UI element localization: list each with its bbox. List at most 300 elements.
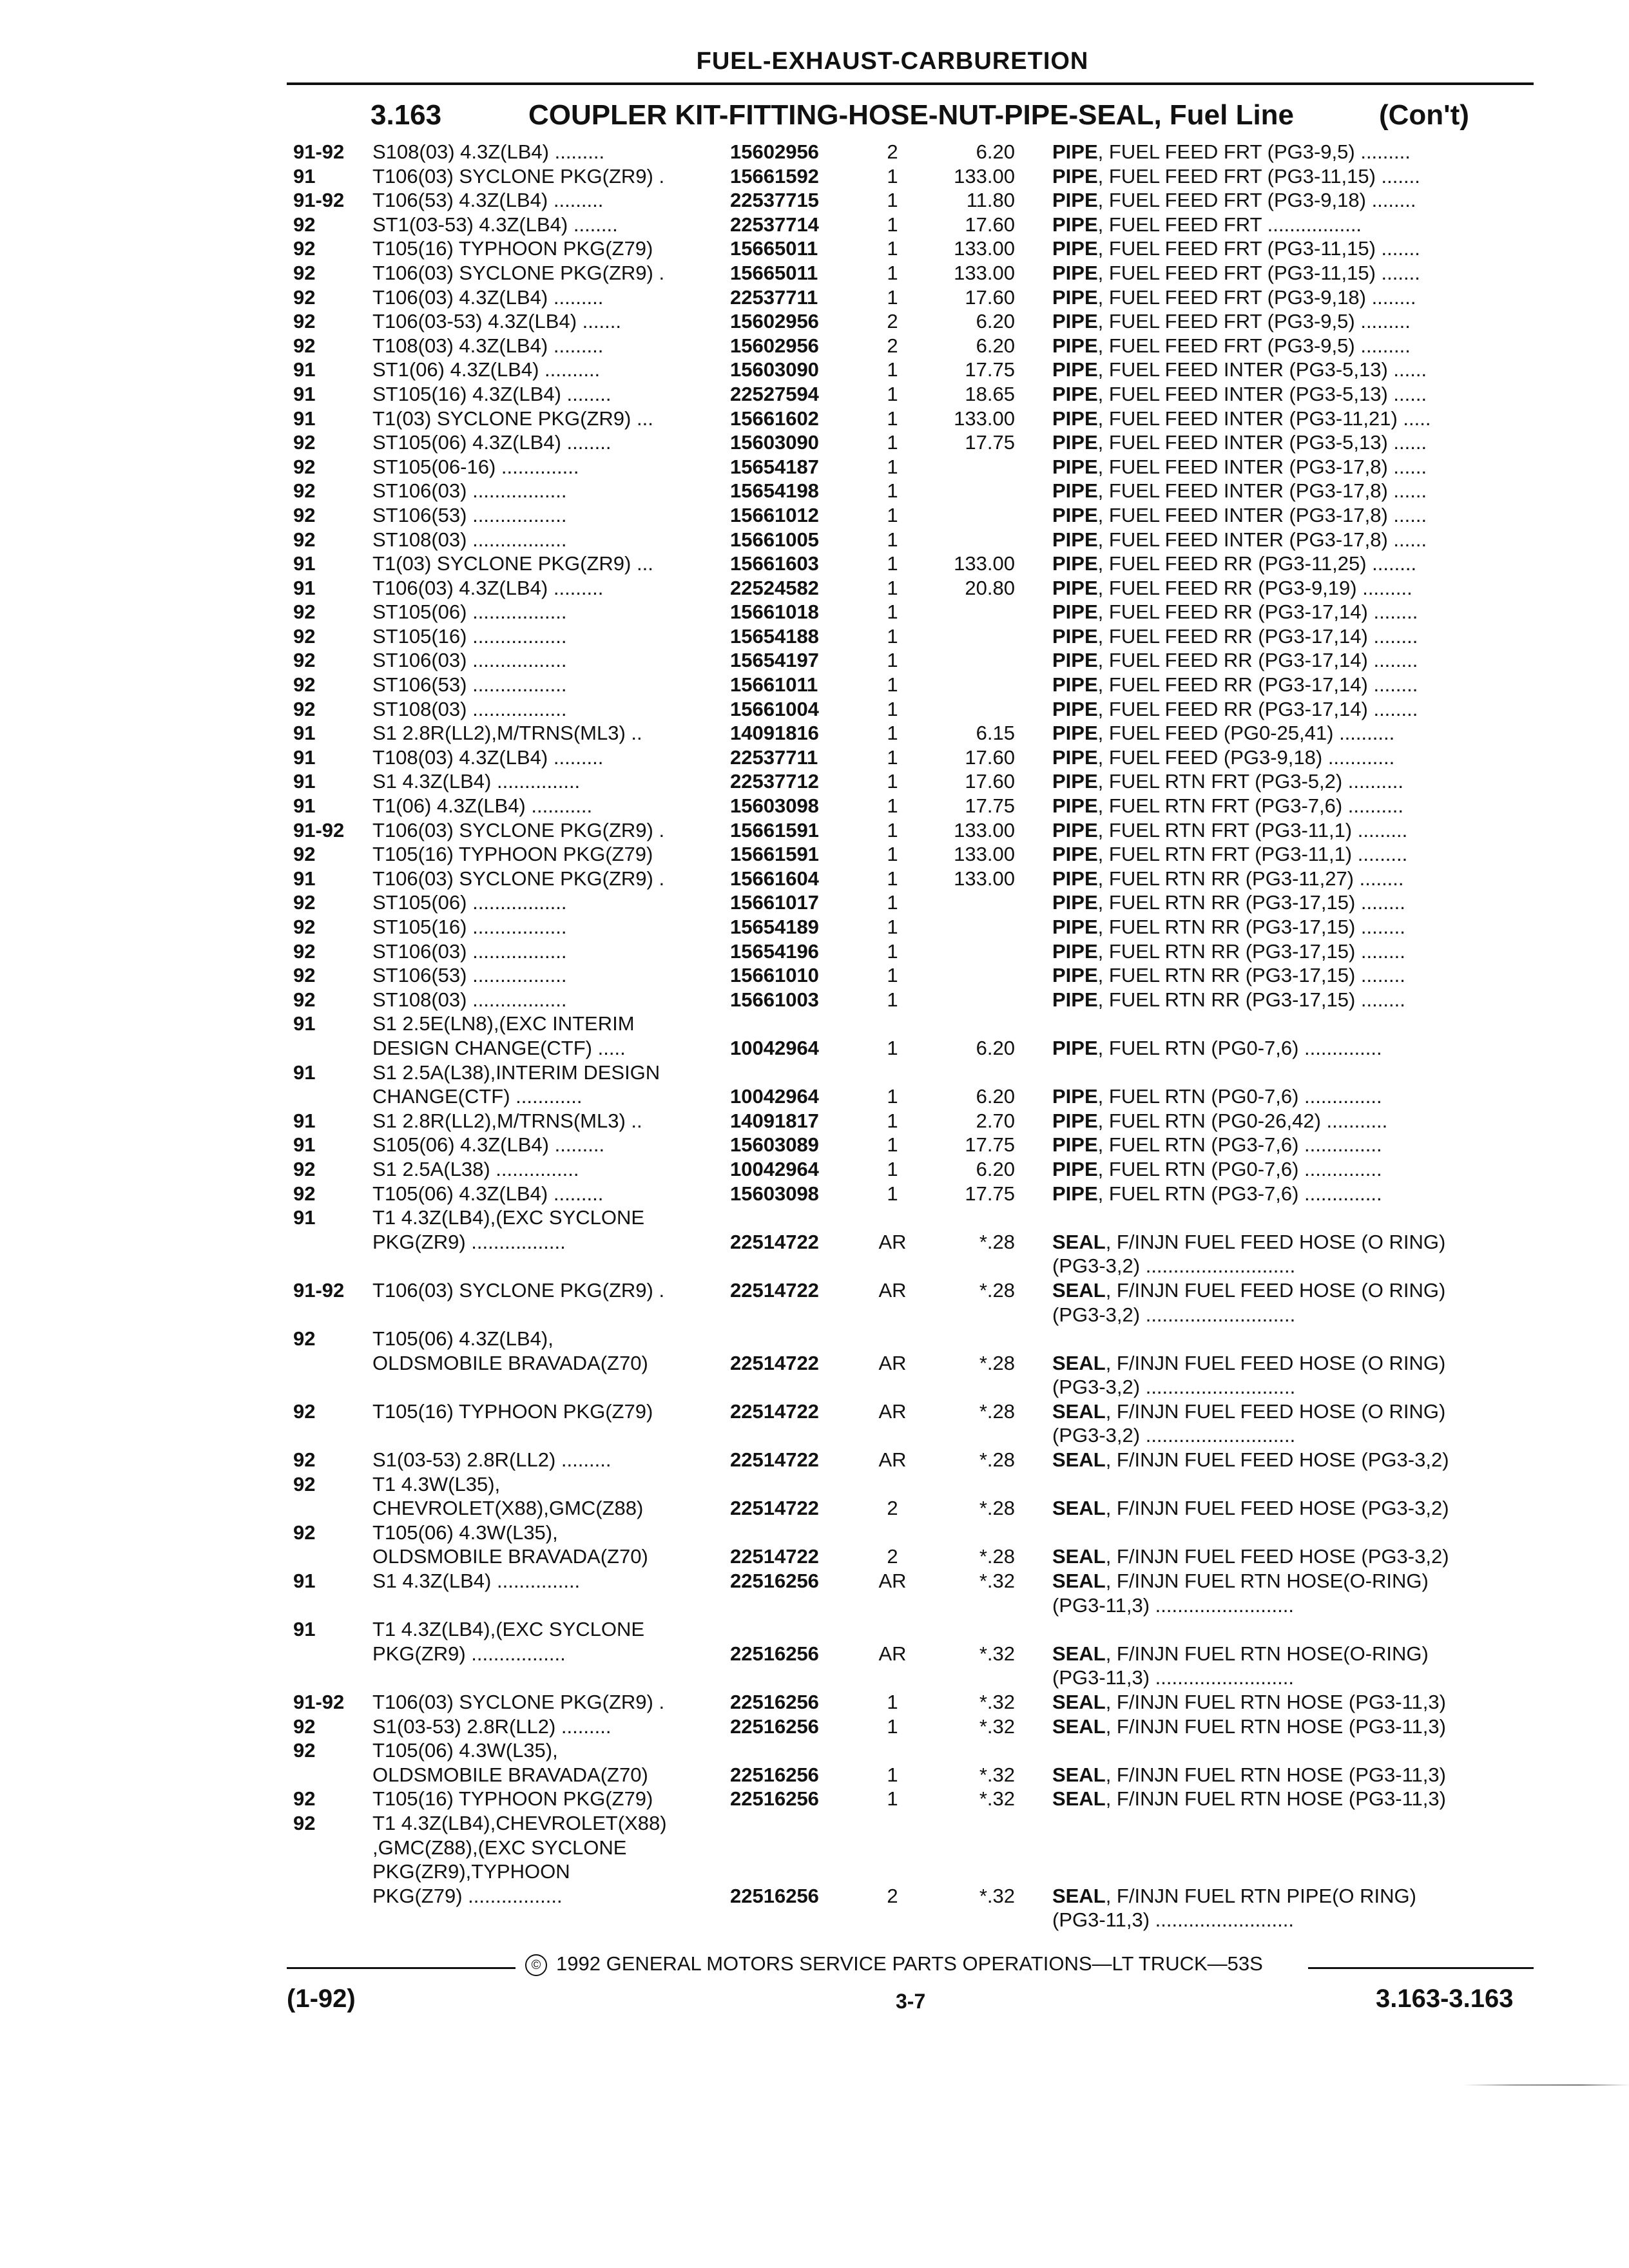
description-keyword: PIPE — [1052, 1182, 1098, 1205]
part-number-cell: 22537712 — [730, 770, 819, 793]
table-row — [293, 867, 1534, 891]
footer-section-ref: 3.163-3.163 — [1376, 1984, 1514, 2013]
application-cell: ST105(06) ................. — [372, 891, 567, 914]
application-cell: ST106(03) ................. — [372, 649, 567, 672]
price-cell: 17.60 — [965, 285, 1015, 309]
description-cell: PIPE, FUEL FEED FRT (PG3-9,5) ......... — [1052, 310, 1411, 333]
description-cell: PIPE, FUEL FEED RR (PG3-11,25) ........ — [1052, 552, 1417, 575]
description-keyword: SEAL — [1052, 1691, 1106, 1713]
description-keyword: PIPE — [1052, 843, 1098, 866]
application-cell: S105(06) 4.3Z(LB4) ......... — [372, 1133, 605, 1157]
quantity-cell: 1 — [887, 261, 898, 284]
application-cell: S1 4.3Z(LB4) ............... — [372, 1570, 581, 1593]
table-row — [293, 818, 1534, 843]
application-cell: S108(03) 4.3Z(LB4) ......... — [372, 140, 605, 163]
year-cell: 92 — [293, 310, 316, 333]
description-cell: PIPE, FUEL RTN (PG0-26,42) ........... — [1052, 1109, 1388, 1132]
table-row — [293, 1012, 1534, 1036]
price-cell: 17.75 — [965, 1133, 1015, 1157]
price-cell: *.28 — [979, 1351, 1015, 1374]
description-keyword: PIPE — [1052, 455, 1098, 478]
part-number-cell: 22537715 — [730, 189, 819, 212]
table-row — [293, 1496, 1534, 1521]
description-cell: (PG3-11,3) ......................... — [1052, 1666, 1294, 1689]
description-cell: SEAL, F/INJN FUEL FEED HOSE (O RING) — [1052, 1278, 1446, 1302]
table-row — [293, 1860, 1534, 1884]
section-continued: (Con't) — [1379, 99, 1469, 131]
application-cell: S1 2.8R(LL2),M/TRNS(ML3) .. — [372, 722, 642, 745]
description-keyword: PIPE — [1052, 431, 1098, 454]
application-cell: T1 4.3Z(LB4),CHEVROLET(X88) — [372, 1811, 667, 1834]
description-cell: PIPE, FUEL RTN FRT (PG3-11,1) ......... — [1052, 818, 1408, 841]
quantity-cell: 2 — [887, 1545, 898, 1568]
part-number-cell: 10042964 — [730, 1085, 819, 1108]
quantity-cell: 1 — [887, 867, 898, 890]
description-keyword: PIPE — [1052, 988, 1098, 1011]
table-row — [293, 600, 1534, 624]
year-cell: 92 — [293, 1448, 316, 1472]
quantity-cell: 1 — [887, 697, 898, 720]
quantity-cell: 1 — [887, 237, 898, 260]
application-cell: S1 2.5A(L38) ............... — [372, 1157, 579, 1180]
description-keyword: PIPE — [1052, 818, 1098, 841]
quantity-cell: AR — [878, 1570, 907, 1593]
table-row — [293, 939, 1534, 964]
table-row — [293, 1908, 1534, 1932]
table-row — [293, 794, 1534, 818]
price-cell: 6.20 — [976, 140, 1015, 163]
quantity-cell: 2 — [887, 140, 898, 163]
price-cell: 133.00 — [954, 867, 1015, 890]
description-keyword: PIPE — [1052, 237, 1098, 260]
part-number-cell: 22516256 — [730, 1787, 819, 1811]
application-cell: PKG(Z79) ................. — [372, 1884, 563, 1907]
table-row — [293, 648, 1534, 673]
description-keyword: PIPE — [1052, 891, 1098, 914]
quantity-cell: 1 — [887, 1715, 898, 1738]
table-row — [293, 1836, 1534, 1860]
part-number-cell: 22514722 — [730, 1448, 819, 1472]
part-number-cell: 22524582 — [730, 576, 819, 599]
table-row — [293, 164, 1534, 189]
description-cell: PIPE, FUEL RTN RR (PG3-11,27) ........ — [1052, 867, 1404, 890]
year-cell: 92 — [293, 334, 316, 357]
application-cell: S1(03-53) 2.8R(LL2) ......... — [372, 1448, 612, 1472]
application-cell: OLDSMOBILE BRAVADA(Z70) — [372, 1351, 648, 1374]
table-row — [293, 721, 1534, 745]
description-keyword: PIPE — [1052, 1036, 1098, 1059]
year-cell: 92 — [293, 285, 316, 309]
description-cell: (PG3-3,2) ........................... — [1052, 1376, 1296, 1399]
part-number-cell: 22537711 — [730, 745, 818, 769]
table-row — [293, 1327, 1534, 1351]
description-cell: SEAL, F/INJN FUEL RTN HOSE (PG3-11,3) — [1052, 1691, 1446, 1713]
description-keyword: PIPE — [1052, 1157, 1098, 1180]
description-cell: SEAL, F/INJN FUEL RTN HOSE(O-RING) — [1052, 1642, 1429, 1665]
footer-rule-right — [1308, 1967, 1534, 1969]
part-number-cell: 15603098 — [730, 1182, 819, 1205]
application-cell: OLDSMOBILE BRAVADA(Z70) — [372, 1545, 648, 1568]
table-row — [293, 576, 1534, 601]
year-cell: 91 — [293, 164, 316, 187]
part-number-cell: 22527594 — [730, 382, 819, 405]
price-cell: 133.00 — [954, 407, 1015, 430]
part-number-cell: 22514722 — [730, 1497, 819, 1520]
price-cell: 133.00 — [954, 164, 1015, 187]
table-row — [293, 1399, 1534, 1424]
year-cell: 92 — [293, 528, 316, 551]
part-number-cell: 15661603 — [730, 552, 819, 575]
year-cell: 92 — [293, 673, 316, 697]
year-cell: 92 — [293, 601, 316, 624]
application-cell: T1(03) SYCLONE PKG(ZR9) ... — [372, 407, 653, 430]
year-cell: 91 — [293, 552, 316, 575]
description-keyword: SEAL — [1052, 1787, 1106, 1811]
application-cell: S1 2.5E(LN8),(EXC INTERIM — [372, 1012, 635, 1035]
description-cell: SEAL, F/INJN FUEL FEED HOSE (PG3-3,2) — [1052, 1448, 1449, 1472]
application-cell: T106(03) SYCLONE PKG(ZR9) . — [372, 867, 665, 890]
application-cell: ST108(03) ................. — [372, 988, 567, 1011]
description-cell: PIPE, FUEL RTN FRT (PG3-7,6) .......... — [1052, 794, 1403, 818]
part-number-cell: 15603098 — [730, 794, 819, 818]
table-row — [293, 213, 1534, 237]
year-cell: 92 — [293, 697, 316, 720]
description-keyword: PIPE — [1052, 624, 1098, 648]
year-cell: 92 — [293, 1811, 316, 1834]
quantity-cell: 1 — [887, 722, 898, 745]
part-number-cell: 22514722 — [730, 1278, 819, 1302]
table-row — [293, 1303, 1534, 1327]
description-cell: (PG3-3,2) ........................... — [1052, 1254, 1296, 1278]
quantity-cell: 1 — [887, 649, 898, 672]
table-row — [293, 1254, 1534, 1278]
table-row — [293, 842, 1534, 867]
year-cell: 91-92 — [293, 1691, 345, 1713]
application-cell: T105(06) 4.3Z(LB4), — [372, 1327, 554, 1350]
parts-list — [293, 140, 1534, 1932]
quantity-cell: 2 — [887, 334, 898, 357]
description-cell: PIPE, FUEL FEED FRT (PG3-9,5) ......... — [1052, 334, 1411, 357]
description-cell: PIPE, FUEL FEED INTER (PG3-17,8) ...... — [1052, 528, 1427, 551]
year-cell: 92 — [293, 261, 316, 284]
application-cell: T106(53) 4.3Z(LB4) ......... — [372, 189, 604, 212]
year-cell: 91-92 — [293, 818, 345, 841]
table-row — [293, 1787, 1534, 1811]
part-number-cell: 15654197 — [730, 649, 819, 672]
quantity-cell: 1 — [887, 843, 898, 866]
application-cell: ST108(03) ................. — [372, 528, 567, 551]
part-number-cell: 15661018 — [730, 601, 819, 624]
quantity-cell: 1 — [887, 213, 898, 236]
application-cell: T105(16) TYPHOON PKG(Z79) — [372, 1399, 653, 1423]
table-row — [293, 1351, 1534, 1376]
application-cell: ,GMC(Z88),(EXC SYCLONE — [372, 1836, 627, 1859]
part-number-cell: 15661012 — [730, 503, 819, 526]
quantity-cell: AR — [878, 1448, 907, 1472]
quantity-cell: 1 — [887, 164, 898, 187]
part-number-cell: 15602956 — [730, 140, 819, 163]
quantity-cell: 1 — [887, 673, 898, 697]
quantity-cell: 1 — [887, 818, 898, 841]
quantity-cell: 2 — [887, 1497, 898, 1520]
part-number-cell: 14091817 — [730, 1109, 819, 1132]
year-cell: 91 — [293, 722, 316, 745]
copyright-icon: © — [525, 1954, 547, 1976]
description-keyword: PIPE — [1052, 503, 1098, 526]
year-cell: 92 — [293, 1399, 316, 1423]
description-keyword: SEAL — [1052, 1570, 1106, 1593]
header-rule — [287, 82, 1534, 85]
year-cell: 92 — [293, 1472, 316, 1495]
description-cell: PIPE, FUEL FEED RR (PG3-17,14) ........ — [1052, 624, 1418, 648]
quantity-cell: 1 — [887, 770, 898, 793]
scan-mark — [1463, 2084, 1629, 2086]
description-keyword: PIPE — [1052, 649, 1098, 672]
part-number-cell: 22516256 — [730, 1642, 819, 1665]
price-cell: 6.20 — [976, 1036, 1015, 1059]
description-cell: PIPE, FUEL FEED INTER (PG3-17,8) ...... — [1052, 479, 1427, 503]
table-row — [293, 1278, 1534, 1303]
quantity-cell: 2 — [887, 310, 898, 333]
description-cell: PIPE, FUEL FEED INTER (PG3-5,13) ...... — [1052, 358, 1427, 381]
price-cell: 17.75 — [965, 358, 1015, 381]
description-cell: PIPE, FUEL FEED RR (PG3-17,14) ........ — [1052, 697, 1418, 720]
price-cell: *.28 — [979, 1230, 1015, 1253]
price-cell: 17.60 — [965, 213, 1015, 236]
part-number-cell: 10042964 — [730, 1036, 819, 1059]
description-cell: PIPE, FUEL FEED RR (PG3-17,14) ........ — [1052, 649, 1418, 672]
description-keyword: SEAL — [1052, 1497, 1106, 1520]
price-cell: 17.60 — [965, 770, 1015, 793]
table-row — [293, 479, 1534, 503]
year-cell: 91 — [293, 1570, 316, 1593]
application-cell: T105(16) TYPHOON PKG(Z79) — [372, 1787, 653, 1811]
application-cell: T108(03) 4.3Z(LB4) ......... — [372, 334, 604, 357]
application-cell: T106(03) SYCLONE PKG(ZR9) . — [372, 1691, 665, 1713]
table-row — [293, 1375, 1534, 1399]
table-row — [293, 890, 1534, 915]
part-number-cell: 15654196 — [730, 939, 819, 963]
description-keyword: PIPE — [1052, 1109, 1098, 1132]
description-keyword: PIPE — [1052, 140, 1098, 163]
part-number-cell: 15654188 — [730, 624, 819, 648]
application-cell: ST106(53) ................. — [372, 503, 567, 526]
table-row — [293, 1666, 1534, 1690]
description-cell: PIPE, FUEL FEED FRT (PG3-9,18) ........ — [1052, 285, 1416, 309]
application-cell: ST105(06) ................. — [372, 601, 567, 624]
part-number-cell: 10042964 — [730, 1157, 819, 1180]
description-cell: PIPE, FUEL RTN RR (PG3-17,15) ........ — [1052, 988, 1405, 1011]
description-keyword: PIPE — [1052, 407, 1098, 430]
copyright-line — [525, 1952, 1263, 1976]
description-keyword: SEAL — [1052, 1715, 1106, 1738]
description-cell: SEAL, F/INJN FUEL FEED HOSE (PG3-3,2) — [1052, 1545, 1449, 1568]
part-number-cell: 15602956 — [730, 334, 819, 357]
table-row — [293, 309, 1534, 334]
table-row — [293, 407, 1534, 431]
part-number-cell: 22516256 — [730, 1691, 819, 1713]
quantity-cell: AR — [878, 1399, 907, 1423]
application-cell: S1 2.5A(L38),INTERIM DESIGN — [372, 1061, 660, 1084]
table-row — [293, 236, 1534, 261]
table-row — [293, 624, 1534, 649]
price-cell: *.28 — [979, 1448, 1015, 1472]
price-cell: *.28 — [979, 1399, 1015, 1423]
year-cell: 92 — [293, 1715, 316, 1738]
description-cell: SEAL, F/INJN FUEL FEED HOSE (O RING) — [1052, 1399, 1446, 1423]
description-keyword: SEAL — [1052, 1278, 1106, 1302]
part-number-cell: 22516256 — [730, 1715, 819, 1738]
description-keyword: SEAL — [1052, 1763, 1106, 1786]
page-header-title: FUEL-EXHAUST-CARBURETION — [696, 48, 1089, 75]
table-row — [293, 1690, 1534, 1715]
table-row — [293, 1738, 1534, 1763]
application-cell: S1(03-53) 2.8R(LL2) ......... — [372, 1715, 612, 1738]
quantity-cell: AR — [878, 1278, 907, 1302]
application-cell: ST108(03) ................. — [372, 697, 567, 720]
price-cell: 6.15 — [976, 722, 1015, 745]
year-cell: 91 — [293, 576, 316, 599]
quantity-cell: 1 — [887, 528, 898, 551]
quantity-cell: 1 — [887, 552, 898, 575]
price-cell: 17.75 — [965, 794, 1015, 818]
part-number-cell: 15603090 — [730, 431, 819, 454]
description-cell: PIPE, FUEL RTN (PG0-7,6) .............. — [1052, 1036, 1382, 1059]
quantity-cell: 1 — [887, 794, 898, 818]
description-keyword: PIPE — [1052, 528, 1098, 551]
application-cell: T106(03) 4.3Z(LB4) ......... — [372, 285, 604, 309]
quantity-cell: 1 — [887, 1036, 898, 1059]
application-cell: T108(03) 4.3Z(LB4) ......... — [372, 745, 604, 769]
year-cell: 91-92 — [293, 1278, 345, 1302]
application-cell: S1 2.8R(LL2),M/TRNS(ML3) .. — [372, 1109, 642, 1132]
description-keyword: PIPE — [1052, 601, 1098, 624]
price-cell: 18.65 — [965, 382, 1015, 405]
quantity-cell: 1 — [887, 1763, 898, 1786]
application-cell: T106(03) SYCLONE PKG(ZR9) . — [372, 1278, 665, 1302]
description-cell: SEAL, F/INJN FUEL RTN HOSE(O-RING) — [1052, 1570, 1429, 1593]
table-row — [293, 552, 1534, 576]
description-keyword: PIPE — [1052, 673, 1098, 697]
part-number-cell: 22537714 — [730, 213, 819, 236]
price-cell: 133.00 — [954, 843, 1015, 866]
year-cell: 92 — [293, 624, 316, 648]
table-row — [293, 1206, 1534, 1230]
description-keyword: SEAL — [1052, 1884, 1106, 1907]
quantity-cell: 1 — [887, 916, 898, 938]
description-cell: PIPE, FUEL FEED RR (PG3-17,14) ........ — [1052, 673, 1418, 697]
description-cell: (PG3-11,3) ......................... — [1052, 1908, 1294, 1932]
quantity-cell: AR — [878, 1230, 907, 1253]
application-cell: ST105(06) 4.3Z(LB4) ........ — [372, 431, 612, 454]
description-keyword: PIPE — [1052, 552, 1098, 575]
application-cell: T105(16) TYPHOON PKG(Z79) — [372, 843, 653, 866]
price-cell: 133.00 — [954, 237, 1015, 260]
quantity-cell: 2 — [887, 1884, 898, 1907]
description-keyword: PIPE — [1052, 358, 1098, 381]
description-keyword: SEAL — [1052, 1642, 1106, 1665]
price-cell: 6.20 — [976, 1157, 1015, 1180]
description-keyword: PIPE — [1052, 794, 1098, 818]
table-row — [293, 1811, 1534, 1836]
description-keyword: PIPE — [1052, 261, 1098, 284]
description-cell: PIPE, FUEL FEED FRT (PG3-11,15) ....... — [1052, 261, 1420, 284]
description-keyword: PIPE — [1052, 479, 1098, 503]
table-row — [293, 1521, 1534, 1545]
application-cell: ST106(53) ................. — [372, 673, 567, 697]
part-number-cell: 15661602 — [730, 407, 819, 430]
year-cell: 91 — [293, 1012, 316, 1035]
application-cell: ST105(16) 4.3Z(LB4) ........ — [372, 382, 612, 405]
year-cell: 92 — [293, 843, 316, 866]
description-cell: (PG3-11,3) ......................... — [1052, 1593, 1294, 1617]
description-keyword: PIPE — [1052, 697, 1098, 720]
description-cell: PIPE, FUEL RTN RR (PG3-17,15) ........ — [1052, 891, 1405, 914]
table-row — [293, 1157, 1534, 1182]
part-number-cell: 15661591 — [730, 818, 819, 841]
part-number-cell: 22514722 — [730, 1545, 819, 1568]
price-cell: 2.70 — [976, 1109, 1015, 1132]
price-cell: 133.00 — [954, 552, 1015, 575]
part-number-cell: 22514722 — [730, 1351, 819, 1374]
description-cell: SEAL, F/INJN FUEL RTN HOSE (PG3-11,3) — [1052, 1763, 1446, 1786]
table-row — [293, 1061, 1534, 1085]
application-cell: T106(03) SYCLONE PKG(ZR9) . — [372, 818, 665, 841]
year-cell: 91 — [293, 1206, 316, 1229]
application-cell: ST105(16) ................. — [372, 916, 567, 938]
table-row — [293, 1642, 1534, 1666]
description-cell: PIPE, FUEL FEED FRT (PG3-9,5) ......... — [1052, 140, 1411, 163]
price-cell: 6.20 — [976, 1085, 1015, 1108]
quantity-cell: 1 — [887, 189, 898, 212]
description-cell: PIPE, FUEL FEED FRT (PG3-9,18) ........ — [1052, 189, 1416, 212]
application-cell: T105(06) 4.3W(L35), — [372, 1739, 558, 1762]
part-number-cell: 15661004 — [730, 697, 819, 720]
part-number-cell: 15661604 — [730, 867, 819, 890]
quantity-cell: 1 — [887, 1085, 898, 1108]
price-cell: 17.60 — [965, 745, 1015, 769]
year-cell: 91 — [293, 407, 316, 430]
quantity-cell: 1 — [887, 407, 898, 430]
application-cell: CHANGE(CTF) ............ — [372, 1085, 583, 1108]
description-keyword: PIPE — [1052, 722, 1098, 745]
year-cell: 92 — [293, 964, 316, 987]
description-cell: SEAL, F/INJN FUEL RTN HOSE (PG3-11,3) — [1052, 1787, 1446, 1811]
table-row — [293, 1472, 1534, 1497]
description-cell: PIPE, FUEL RTN RR (PG3-17,15) ........ — [1052, 964, 1405, 987]
table-row — [293, 1763, 1534, 1787]
description-keyword: PIPE — [1052, 285, 1098, 309]
part-number-cell: 15654189 — [730, 916, 819, 938]
table-row — [293, 1544, 1534, 1569]
quantity-cell: 1 — [887, 1133, 898, 1157]
application-cell: T106(03-53) 4.3Z(LB4) ....... — [372, 310, 621, 333]
quantity-cell: 1 — [887, 1109, 898, 1132]
table-row — [293, 285, 1534, 310]
part-number-cell: 15665011 — [730, 237, 818, 260]
quantity-cell: 1 — [887, 891, 898, 914]
description-keyword: SEAL — [1052, 1230, 1106, 1253]
description-cell: PIPE, FUEL FEED INTER (PG3-17,8) ...... — [1052, 503, 1427, 526]
quantity-cell: 1 — [887, 358, 898, 381]
description-keyword: SEAL — [1052, 1399, 1106, 1423]
description-keyword: PIPE — [1052, 939, 1098, 963]
description-keyword: PIPE — [1052, 1133, 1098, 1157]
description-keyword: PIPE — [1052, 1085, 1098, 1108]
price-cell: *.32 — [979, 1715, 1015, 1738]
year-cell: 91 — [293, 770, 316, 793]
table-row — [293, 745, 1534, 770]
